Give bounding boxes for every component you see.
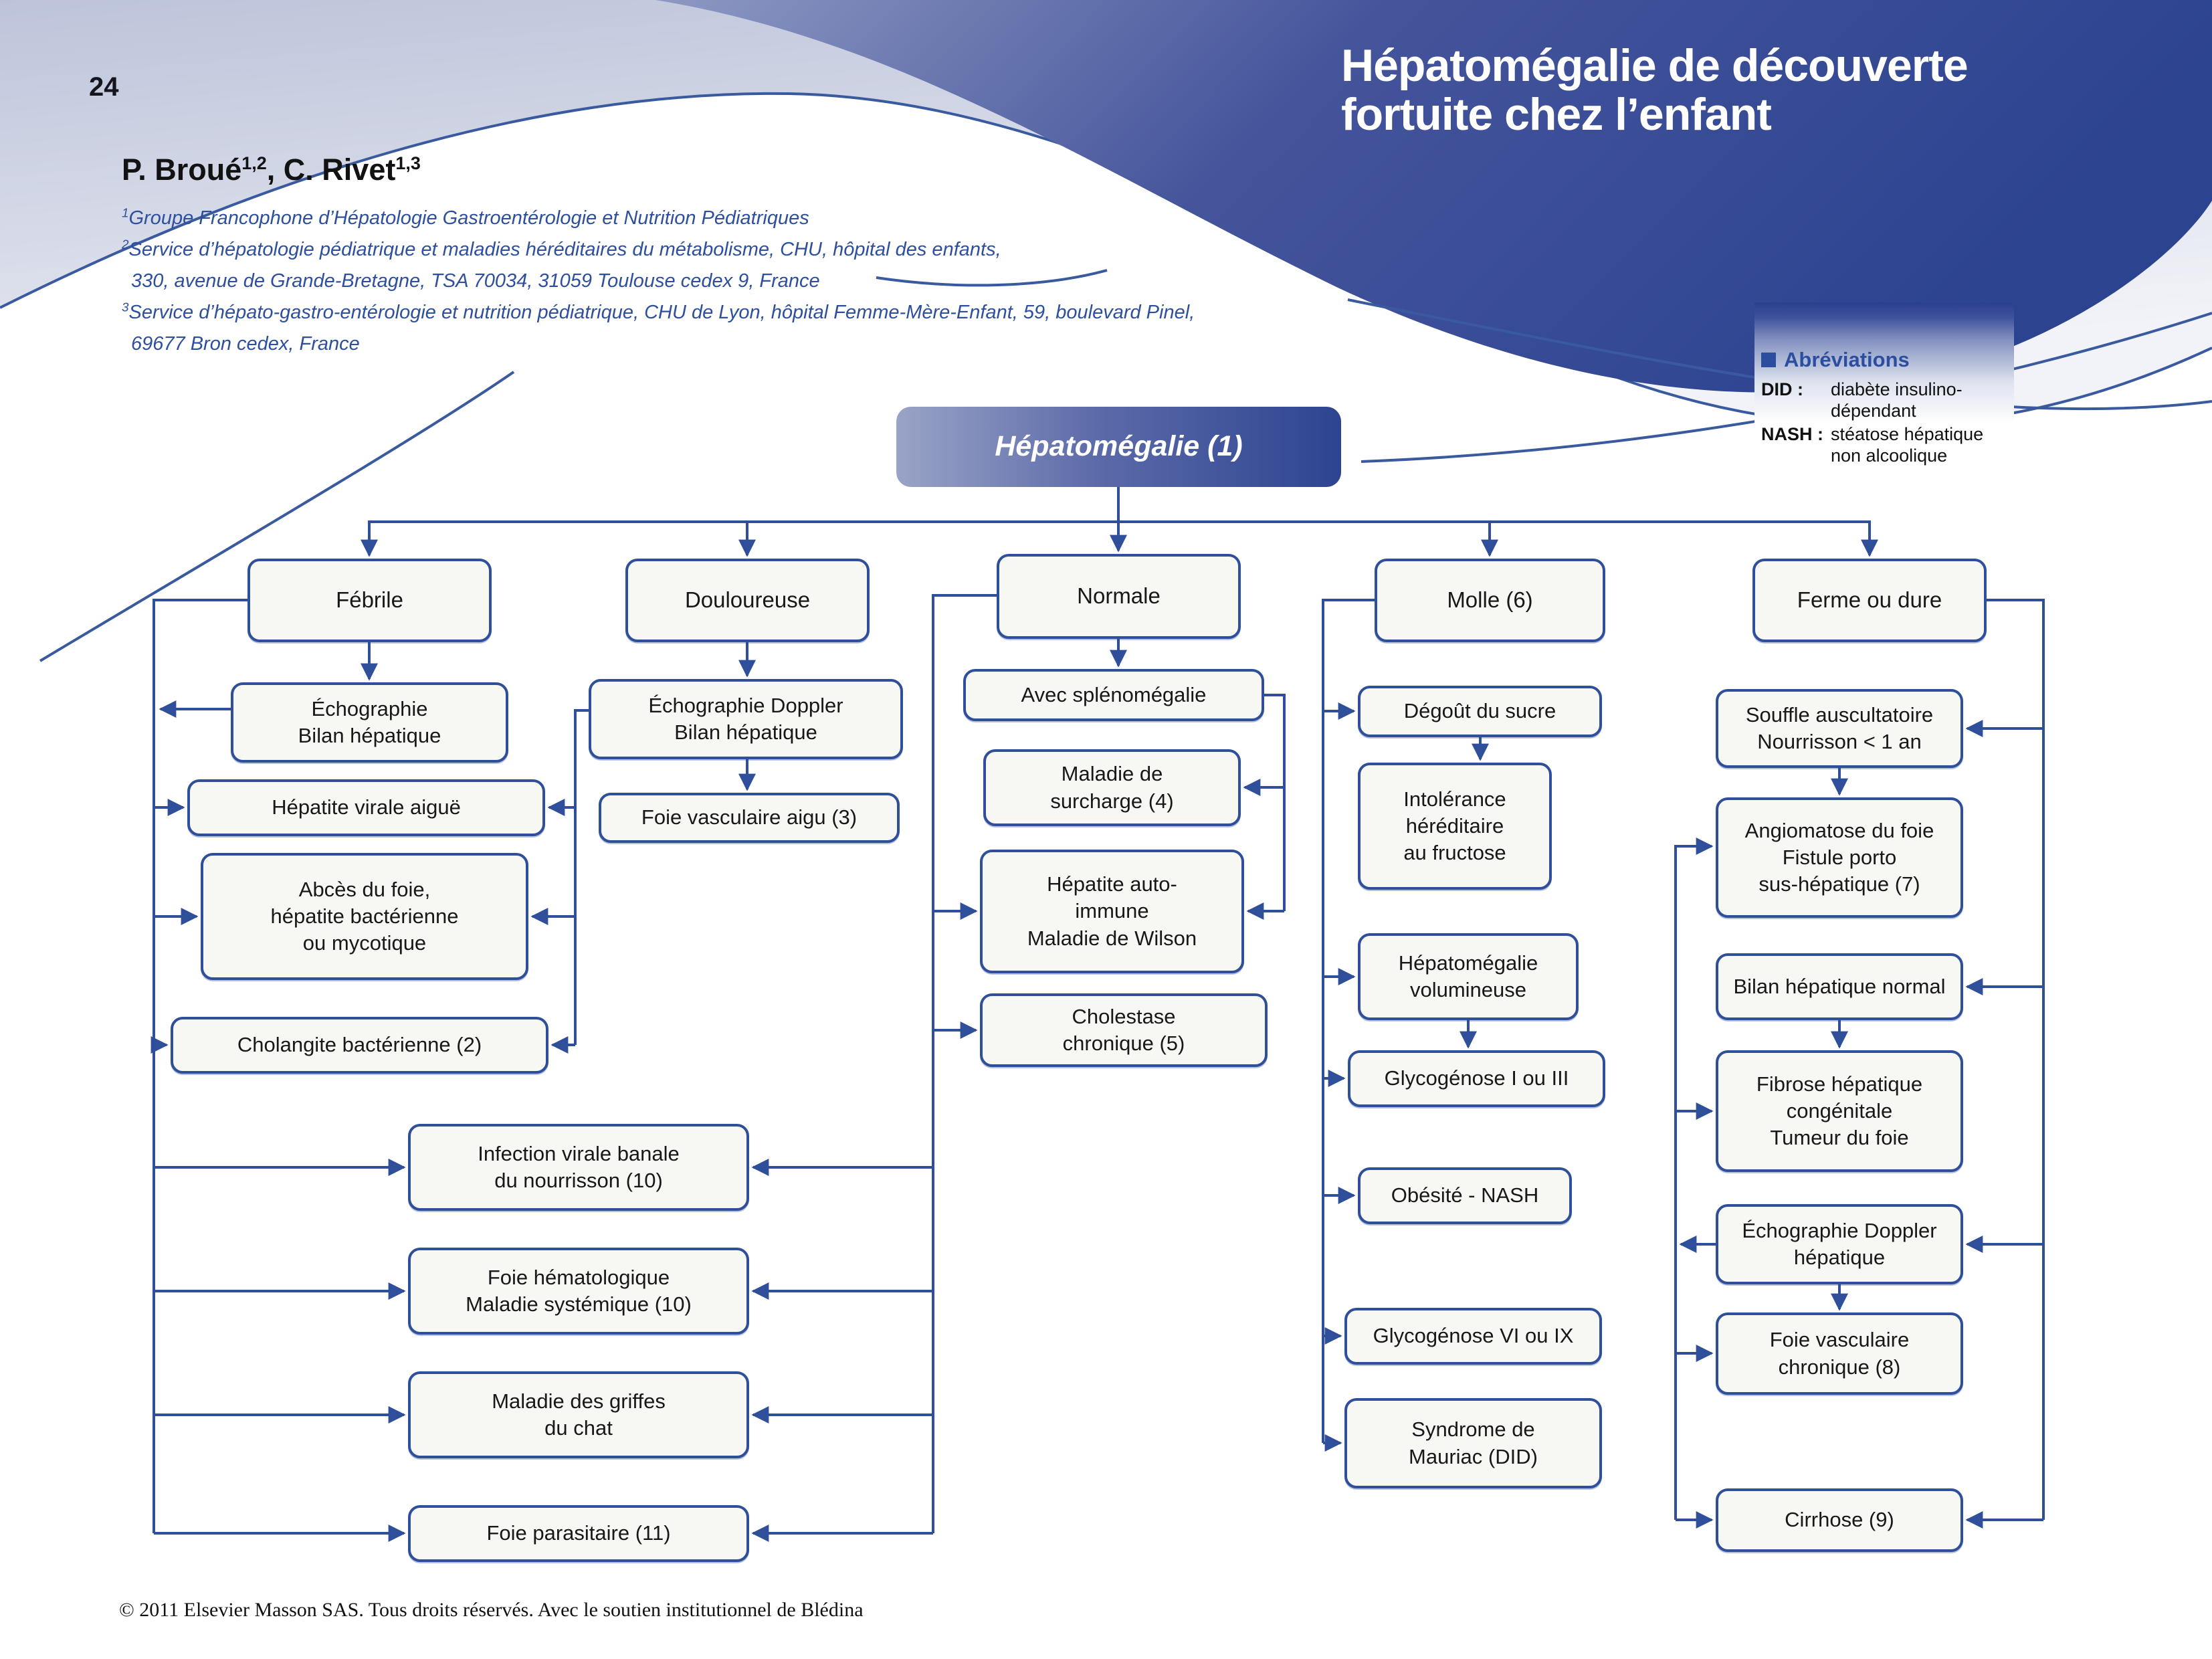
- flow-node-glycogenose-6-ou-9: [1344, 1308, 1602, 1365]
- flow-node-douloureuse: [625, 559, 870, 642]
- authors: P. Broué$^{1,2}$, C. Rivet$^{1,3}$: [122, 153, 421, 187]
- abbreviation-row: [1761, 379, 2014, 422]
- flow-node-label: Maladie de: [1061, 762, 1163, 786]
- flow-node-label: du nourrisson (10): [494, 1169, 663, 1192]
- flow-node-label: Foie parasitaire (11): [486, 1521, 671, 1545]
- square-bullet-icon: [1761, 353, 1776, 367]
- page-title-line1: Hépatomégalie de découverte: [1341, 40, 1968, 91]
- flow-node-label: Tumeur du foie: [1770, 1126, 1909, 1150]
- abbreviations-panel: [1754, 302, 2014, 511]
- flow-node-foie-vasculaire-aigu: [599, 793, 900, 843]
- flow-node-label: au fructose: [1403, 841, 1506, 865]
- page-title: [1341, 41, 2171, 140]
- flow-node-cholangite-bacterienne: [171, 1017, 548, 1074]
- flow-node-label: Cirrhose (9): [1785, 1508, 1894, 1532]
- flow-node-label: héréditaire: [1405, 813, 1504, 838]
- flow-node-label: hépatite bactérienne: [270, 904, 459, 928]
- flow-node-label: Nourrisson < 1 an: [1757, 730, 1922, 753]
- flow-node-label: Hépatite auto-: [1047, 872, 1177, 896]
- flow-node-label: hépatique: [1793, 1246, 1886, 1269]
- flow-node-echographie-doppler-hepatique: [1716, 1204, 1963, 1284]
- abbreviation-term: DID :: [1761, 379, 1803, 399]
- abbreviation-row: [1761, 423, 2014, 467]
- flow-node-label: surcharge (4): [1050, 789, 1174, 813]
- flow-node-label: Normale: [1077, 583, 1161, 609]
- abbreviations-title: [1761, 348, 2014, 372]
- flow-node-foie-hematologique: [408, 1248, 749, 1335]
- flow-node-foie-vasculaire-chronique: [1716, 1312, 1963, 1395]
- affiliation-line: 69677 Bron cedex, France: [131, 332, 360, 355]
- flow-node-ferme-ou-dure: [1752, 559, 1987, 642]
- flow-node-bilan-hepatique-normal: [1716, 953, 1963, 1020]
- abbreviation-list: [1754, 379, 2014, 467]
- flow-node-label: Molle (6): [1447, 587, 1533, 613]
- flow-node-label: ou mycotique: [302, 931, 427, 955]
- flow-node-syndrome-de-mauriac: [1344, 1398, 1602, 1488]
- flow-node-molle: [1375, 559, 1605, 642]
- flow-node-label: Échographie: [311, 696, 428, 720]
- flow-node-label: Maladie de Wilson: [1027, 926, 1197, 950]
- flow-node-label: Douloureuse: [684, 587, 811, 613]
- flow-node-foie-parasitaire: [408, 1505, 749, 1562]
- flow-node-label: volumineuse: [1409, 978, 1527, 1001]
- flow-node-intolerance-fructose: [1358, 763, 1552, 890]
- flow-node-hepatite-auto-immune-wilson: [980, 850, 1244, 973]
- flow-node-label: Syndrome de: [1411, 1418, 1535, 1442]
- flow-node-label: Cholangite bactérienne (2): [237, 1033, 482, 1057]
- flow-node-label: chronique (5): [1062, 1032, 1185, 1055]
- flow-node-obesite-nash: [1358, 1167, 1572, 1224]
- flow-node-label: Hépatite virale aiguë: [272, 795, 461, 819]
- abbreviations-title-label: Abréviations: [1784, 348, 1910, 371]
- flow-node-fibrose-hepatique-congenitale: [1716, 1050, 1963, 1172]
- flow-node-hepatomegalie: [896, 407, 1341, 487]
- flow-node-angiomatose-du-foie: [1716, 797, 1963, 918]
- flow-node-label: Souffle auscultatoire: [1745, 702, 1934, 726]
- flow-node-label: Maladie des griffes: [492, 1389, 666, 1413]
- affiliations: [122, 203, 1195, 360]
- flow-node-label: Hépatomégalie (1): [995, 430, 1243, 463]
- flow-node-label: Mauriac (DID): [1409, 1444, 1538, 1468]
- flow-node-label: Échographie Doppler: [648, 693, 843, 717]
- affiliation-line: $^3$Service d’hépato-gastro-entérologie et nutrition pédiatrique, CHU de Lyon, hôpital Femme-Mère-Enfant, 59, boulevard Pinel,: [122, 300, 1195, 323]
- flow-node-label: chronique (8): [1778, 1355, 1901, 1379]
- flow-node-label: Abcès du foie,: [298, 877, 431, 901]
- flow-node-label: Bilan hépatique normal: [1733, 974, 1946, 998]
- flow-node-label: Fibrose hépatique: [1756, 1072, 1923, 1096]
- flow-node-cholestase-chronique: [980, 993, 1268, 1067]
- flow-node-febrile: [247, 559, 492, 642]
- abbreviation-definition: diabète insulino-dépendant: [1831, 379, 1963, 421]
- flow-node-echographie-doppler-bilan: [589, 679, 903, 759]
- abbreviation-term: NASH :: [1761, 423, 1823, 444]
- flow-node-label: Foie vasculaire: [1769, 1328, 1910, 1352]
- flow-node-label: Foie vasculaire aigu (3): [641, 805, 858, 830]
- page-number: 24: [89, 72, 119, 102]
- abbreviation-definition: stéatose hépatique non alcoolique: [1831, 423, 1984, 466]
- flow-node-label: Obésité - NASH: [1391, 1183, 1539, 1207]
- flow-node-label: immune: [1075, 899, 1149, 923]
- flow-node-label: Glycogénose VI ou IX: [1373, 1324, 1574, 1348]
- flow-node-label: Intolérance: [1403, 787, 1506, 811]
- flow-node-label: Hépatomégalie: [1398, 951, 1538, 975]
- affiliation-line: 330, avenue de Grande-Bretagne, TSA 70034, 31059 Toulouse cedex 9, France: [131, 270, 820, 292]
- flow-node-normale: [997, 554, 1241, 639]
- flow-node-label: du chat: [544, 1416, 613, 1440]
- flow-node-souffle-auscultatoire: [1716, 689, 1963, 768]
- flow-node-label: Fébrile: [336, 587, 403, 613]
- flow-node-maladie-des-griffes-du-chat: [408, 1371, 749, 1458]
- flow-node-abces-du-foie: [201, 853, 528, 980]
- flow-node-label: Échographie Doppler: [1742, 1218, 1937, 1242]
- flow-node-label: Avec splénomégalie: [1021, 682, 1207, 706]
- flow-node-label: Dégoût du sucre: [1403, 699, 1556, 723]
- flow-node-maladie-de-surcharge: [983, 749, 1241, 826]
- flow-node-label: Glycogénose I ou III: [1384, 1066, 1569, 1090]
- flow-node-label: Bilan hépatique: [298, 724, 441, 747]
- flow-node-infection-virale-banale: [408, 1124, 749, 1211]
- flow-node-hepatite-virale-aigue: [187, 779, 545, 836]
- flow-node-label: sus-hépatique (7): [1758, 872, 1920, 896]
- flow-node-avec-splenomegalie: [963, 669, 1264, 721]
- flow-node-hepatomegalie-volumineuse: [1358, 933, 1579, 1020]
- flow-node-label: Ferme ou dure: [1797, 587, 1942, 613]
- affiliation-line: $^2$Service d’hépatologie pédiatrique et maladies héréditaires du métabolisme, CHU, hôpital des enfants,: [122, 237, 1001, 260]
- flow-node-label: Infection virale banale: [478, 1141, 680, 1165]
- flow-node-label: Bilan hépatique: [674, 720, 817, 744]
- flow-node-label: Foie hématologique: [487, 1265, 670, 1289]
- flow-node-cirrhose: [1716, 1488, 1963, 1552]
- flow-node-label: Maladie systémique (10): [466, 1292, 692, 1316]
- flow-node-echographie-bilan: [231, 682, 508, 763]
- affiliation-line: $^1$Groupe Francophone d’Hépatologie Gastroentérologie et Nutrition Pédiatriques: [122, 205, 809, 229]
- flow-node-label: Angiomatose du foie: [1744, 818, 1934, 842]
- copyright-notice: © 2011 Elsevier Masson SAS. Tous droits réservés. Avec le soutien institutionnel de Blédina: [119, 1599, 864, 1621]
- flow-node-label: congénitale: [1786, 1098, 1893, 1123]
- flow-node-label: Fistule porto: [1782, 845, 1897, 869]
- page-title-line2: fortuite chez l’enfant: [1341, 89, 1771, 140]
- flow-node-label: Cholestase: [1072, 1004, 1176, 1028]
- flow-node-glycogenose-1-ou-3: [1348, 1050, 1605, 1107]
- flow-node-degout-du-sucre: [1358, 686, 1602, 737]
